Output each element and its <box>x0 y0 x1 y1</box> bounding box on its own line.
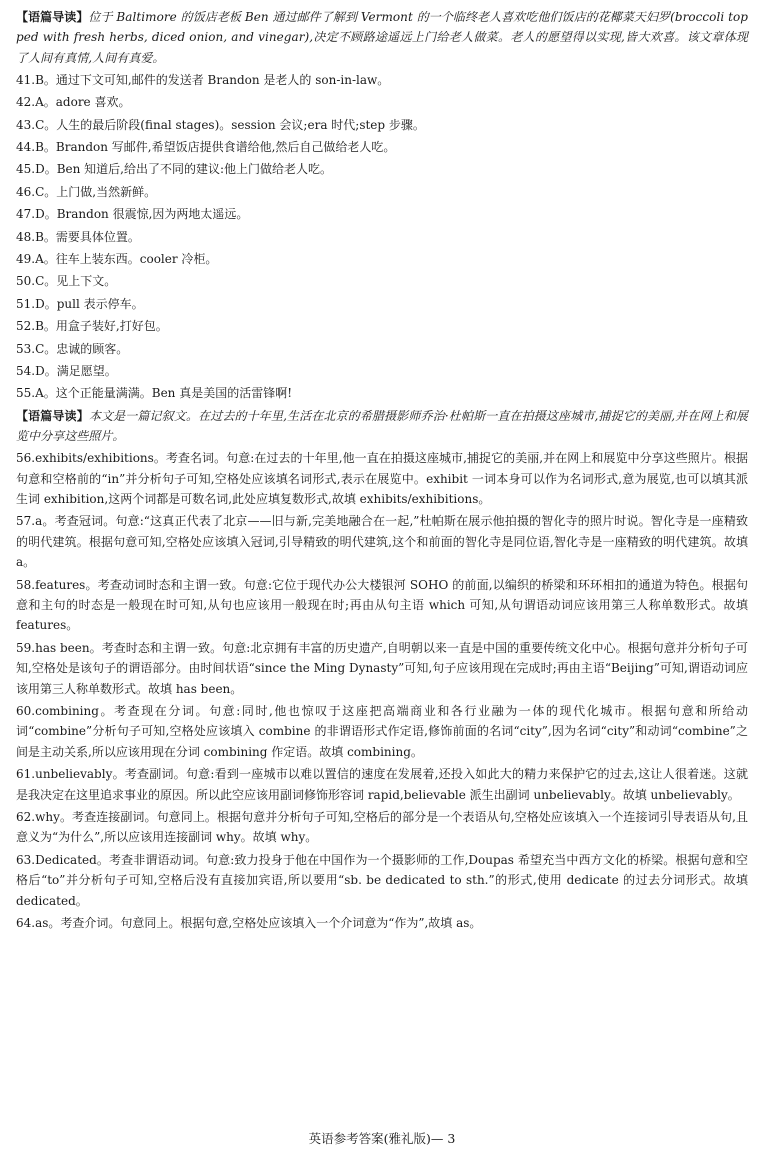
answer-item <box>16 511 748 572</box>
answer-text: Dedicated。考查非谓语动词。句意:致力投身于他在中国作为一个摄影师的工作,Doupas 希望充当中西方文化的桥梁。根据句意和空格后“to”并分析句子可知,空格后没有直接加宾语,所以要用“sb. be dedicated to sth.”的形式,使用 dedicate 的过去分词形式。故填 dedicated。 <box>16 852 748 908</box>
answer-number: 56. <box>16 451 36 466</box>
answer-item <box>16 249 748 269</box>
answer-item <box>16 92 748 112</box>
answer-number: 46. <box>16 184 36 199</box>
answer-item <box>16 227 748 247</box>
answer-item <box>16 575 748 636</box>
answer-text: B。Brandon 写邮件,希望饭店提供食谱给他,然后自己做给老人吃。 <box>35 139 396 154</box>
answer-item <box>16 159 748 179</box>
answer-item <box>16 701 748 762</box>
answer-number: 48. <box>16 229 36 244</box>
answer-item <box>16 294 748 314</box>
answer-number: 47. <box>16 207 36 222</box>
answer-text: B。用盒子装好,打好包。 <box>35 319 168 334</box>
answer-item <box>16 638 748 699</box>
page-footer: 英语参考答案(雅礼版)— 3 <box>308 1131 456 1146</box>
answer-item <box>16 115 748 135</box>
answer-number: 59. <box>16 640 36 655</box>
answer-item <box>16 913 748 933</box>
answer-item <box>16 204 748 224</box>
answer-item <box>16 271 748 291</box>
answer-text: A。往车上装东西。cooler 冷柜。 <box>35 251 218 266</box>
answer-text: D。Brandon 很震惊,因为两地太遥远。 <box>35 207 249 222</box>
answer-item <box>16 764 748 805</box>
answer-item <box>16 316 748 336</box>
answer-number: 44. <box>16 139 36 154</box>
answer-number: 42. <box>16 95 36 110</box>
answer-text: A。这个正能量满满。Ben 真是美国的活雷锋啊! <box>35 386 293 401</box>
answer-number: 63. <box>16 852 36 867</box>
answer-number: 62. <box>16 810 36 825</box>
answer-number: 55. <box>16 386 36 401</box>
answer-list-cloze <box>16 70 748 404</box>
answer-number: 53. <box>16 341 36 356</box>
answer-text: why。考查连接副词。句意同上。根据句意并分析句子可知,空格后的部分是一个表语从句,空格处应该填入一个连接词引导表语从句,且意义为“为什么”,所以应该用连接副词 why。故填 why。 <box>16 810 748 845</box>
answer-number: 61. <box>16 767 36 782</box>
answer-text: exhibits/exhibitions。考查名词。句意:在过去的十年里,他一直在拍摄这座城市,捕捉它的美丽,并在网上和展览中分享这些照片。根据句意和空格前的“in”并分析句子可知,空格处应该填名词形式,表示在展览中。exhibit 一词本身可以作为名词形式,意为展览,也可以填其派生词 exhibition,这两个词都是可数名词,此处应填复数形式,故填 exhibits/exhibitions。 <box>16 451 748 506</box>
answer-list-grammar <box>16 448 748 933</box>
answer-number: 45. <box>16 162 36 177</box>
answer-number: 49. <box>16 251 36 266</box>
answer-number: 54. <box>16 364 36 378</box>
answer-text: features。考查动词时态和主谓一致。句意:它位于现代办公大楼银河 SOHO 的前面,以编织的桥梁和环环相扣的通道为特色。根据句意和主句的时态是一般现在时可知,从句也应该用一般现在时;再由从句主语 which 可知,从句谓语动词应该用第三人称单数形式。故填 features。 <box>16 577 748 633</box>
guide-tag-1: 【语篇导读】 <box>16 10 89 24</box>
answer-number: 51. <box>16 296 36 311</box>
answer-item <box>16 361 748 381</box>
guide-text-2: 本文是一篇记叙文。在过去的十年里,生活在北京的希腊摄影师乔治·杜帕斯一直在拍摄这座城市,捕捉它的美丽,并在网上和展览中分享这些照片。 <box>16 408 748 444</box>
answer-item <box>16 182 748 202</box>
answer-text: combining。考查现在分词。句意:同时,他也惊叹于这座把高端商业和各行业融为一体的现代化城市。根据句意和所给动词“combine”分析句子可知,空格处应该填入 combine 的非谓语形式作定语,修饰前面的名词“city”,因为名词“city”和动词“combine”之间是主动关系,所以应该用现在分词 combining 作定语。故填 combining。 <box>16 704 748 759</box>
answer-text: C。上门做,当然新鲜。 <box>35 184 157 199</box>
guide-paragraph-1 <box>16 7 748 68</box>
answer-number: 52. <box>16 319 36 334</box>
answer-text: C。忠诚的顾客。 <box>35 341 129 356</box>
answer-number: 50. <box>16 274 36 289</box>
answer-text: has been。考查时态和主谓一致。句意:北京拥有丰富的历史遗产,自明朝以来一直是中国的重要传统文化中心。根据句意并分析句子可知,空格处是该句子的谓语部分。由时间状语“since the Ming Dynasty”可知,句子应该用现在完成时;再由主语“Beijing”可知,谓语动词应该用第三人称单数形式。故填 has been。 <box>16 640 748 696</box>
answer-number: 41. <box>16 72 36 87</box>
answer-item <box>16 70 748 90</box>
answer-text: D。Ben 知道后,给出了不同的建议:他上门做给老人吃。 <box>35 162 333 177</box>
answer-text: as。考查介词。句意同上。根据句意,空格处应该填入一个介词意为“作为”,故填 as。 <box>35 916 482 931</box>
answer-item <box>16 807 748 848</box>
answer-number: 60. <box>16 704 36 718</box>
guide-text-1: 位于 Baltimore 的饭店老板 Ben 通过邮件了解到 Vermont 的一个临终老人喜欢吃他们饭店的花椰菜天妇罗(broccoli topped with fresh herbs, diced onion, and vinegar),决定不顾路途遥远上门给老人做菜。老人的愿望得以实现,皆大欢喜。该文章体现了人间有真情,人间有真爱。 <box>16 10 748 65</box>
answer-number: 64. <box>16 916 36 931</box>
answer-item <box>16 383 748 403</box>
guide-tag-2: 【语篇导读】 <box>16 408 89 423</box>
answer-text: B。需要具体位置。 <box>35 229 140 244</box>
answer-item <box>16 850 748 911</box>
answer-item <box>16 448 748 509</box>
answer-text: D。pull 表示停车。 <box>35 296 144 311</box>
answer-number: 58. <box>16 577 36 592</box>
answer-item <box>16 137 748 157</box>
answer-text: B。通过下文可知,邮件的发送者 Brandon 是老人的 son-in-law。 <box>35 72 390 87</box>
guide-paragraph-2 <box>16 406 748 447</box>
answer-number: 43. <box>16 117 36 132</box>
answer-item <box>16 339 748 359</box>
answer-text: D。满足愿望。 <box>35 364 117 378</box>
answer-text: a。考查冠词。句意:“这真正代表了北京——旧与新,完美地融合在一起,”杜帕斯在展示他拍摄的智化寺的照片时说。智化寺是一座精致的明代建筑。根据句意可知,空格处应该填入冠词,引导精致的明代建筑,这个和前面的智化寺是同位语,智化寺是一座精致的明代建筑。故填 a。 <box>16 514 748 570</box>
answer-text: C。人生的最后阶段(final stages)。session 会议;era 时代;step 步骤。 <box>35 117 425 132</box>
answer-text: C。见上下文。 <box>35 274 117 289</box>
answer-text: A。adore 喜欢。 <box>35 95 131 110</box>
answer-text: unbelievably。考查副词。句意:看到一座城市以难以置信的速度在发展着,还投入如此大的精力来保护它的过去,这让人很着迷。这就是我决定在这里追求事业的原因。所以此空应该用副词修饰形容词 rapid,believable 派生出副词 unbelievably。故填 unbelievably。 <box>16 767 748 802</box>
answer-number: 57. <box>16 514 36 529</box>
